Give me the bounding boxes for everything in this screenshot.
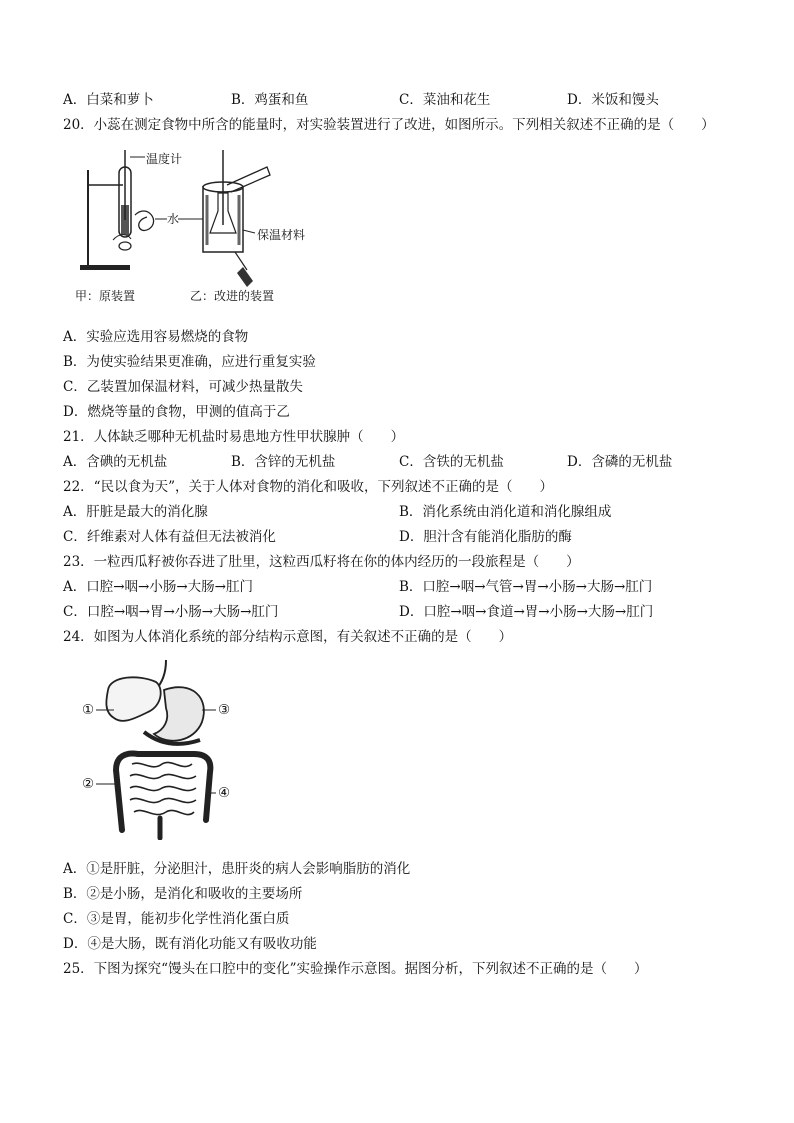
insulation-label: 保温材料	[257, 228, 306, 242]
label-1: ①	[82, 702, 95, 718]
q24-digestive-system-figure	[82, 660, 242, 840]
q22-option-a: A．肝脏是最大的消化腺	[63, 504, 208, 520]
q24-stem: 24．如图为人体消化系统的部分结构示意图，有关叙述不正确的是（ ）	[63, 629, 513, 645]
q19-option-b: B．鸡蛋和鱼	[231, 92, 309, 108]
q24-option-d: D．④是大肠，既有消化功能又有吸收功能	[63, 936, 317, 952]
thermometer-label: 温度计	[146, 152, 183, 166]
label-3: ③	[218, 702, 231, 718]
q20-stem: 20．小蕊在测定食物中所含的能量时，对实验装置进行了改进，如图所示。下列相关叙述不正确的是（ ）	[63, 117, 715, 133]
q20-apparatus-figure	[75, 145, 315, 310]
q21-option-b: B．含锌的无机盐	[231, 454, 336, 470]
q25-stem: 25．下图为探究“馒头在口腔中的变化”实验操作示意图。据图分析，下列叙述不正确的是（ ）	[63, 961, 648, 977]
caption-original-apparatus: 甲：原装置	[75, 289, 136, 303]
caption-improved-apparatus: 乙：改进的装置	[190, 289, 275, 303]
q19-option-d: D．米饭和馒头	[567, 92, 659, 108]
q20-option-c: C．乙装置加保温材料，可减少热量散失	[63, 379, 303, 395]
q21-option-a: A．含碘的无机盐	[63, 454, 168, 470]
water-label: 水	[167, 212, 180, 226]
label-4: ④	[218, 785, 231, 801]
q20-option-b: B．为使实验结果更准确，应进行重复实验	[63, 354, 316, 370]
q23-option-a: A．口腔→咽→小肠→大肠→肛门	[63, 579, 253, 595]
q22-option-c: C．纤维素对人体有益但无法被消化	[63, 529, 276, 545]
q24-option-c: C．③是胃，能初步化学性消化蛋白质	[63, 911, 290, 927]
q20-option-a: A．实验应选用容易燃烧的食物	[63, 329, 249, 345]
q24-option-b: B．②是小肠，是消化和吸收的主要场所	[63, 886, 303, 902]
q22-stem: 22．“民以食为天”，关于人体对食物的消化和吸收，下列叙述不正确的是（ ）	[63, 479, 553, 495]
q21-stem: 21．人体缺乏哪种无机盐时易患地方性甲状腺肿（ ）	[63, 429, 405, 445]
label-2: ②	[82, 776, 95, 792]
q21-option-c: C．含铁的无机盐	[399, 454, 504, 470]
q23-stem: 23．一粒西瓜籽被你吞进了肚里，这粒西瓜籽将在你的体内经历的一段旅程是（ ）	[63, 554, 580, 570]
q23-option-c: C．口腔→咽→胃→小肠→大肠→肛门	[63, 604, 279, 620]
q23-option-d: D．口腔→咽→食道→胃→小肠→大肠→肛门	[399, 604, 654, 620]
q20-option-d: D．燃烧等量的食物，甲测的值高于乙	[63, 404, 290, 420]
q22-option-d: D．胆汁含有能消化脂肪的酶	[399, 529, 572, 545]
q24-option-a: A．①是肝脏，分泌胆汁，患肝炎的病人会影响脂肪的消化	[63, 861, 411, 877]
q22-option-b: B．消化系统由消化道和消化腺组成	[399, 504, 612, 520]
q19-option-c: C．菜油和花生	[399, 92, 491, 108]
q23-option-b: B．口腔→咽→气管→胃→小肠→大肠→肛门	[399, 579, 653, 595]
q19-option-a: A．白菜和萝卜	[63, 92, 154, 108]
q21-option-d: D．含磷的无机盐	[567, 454, 673, 470]
